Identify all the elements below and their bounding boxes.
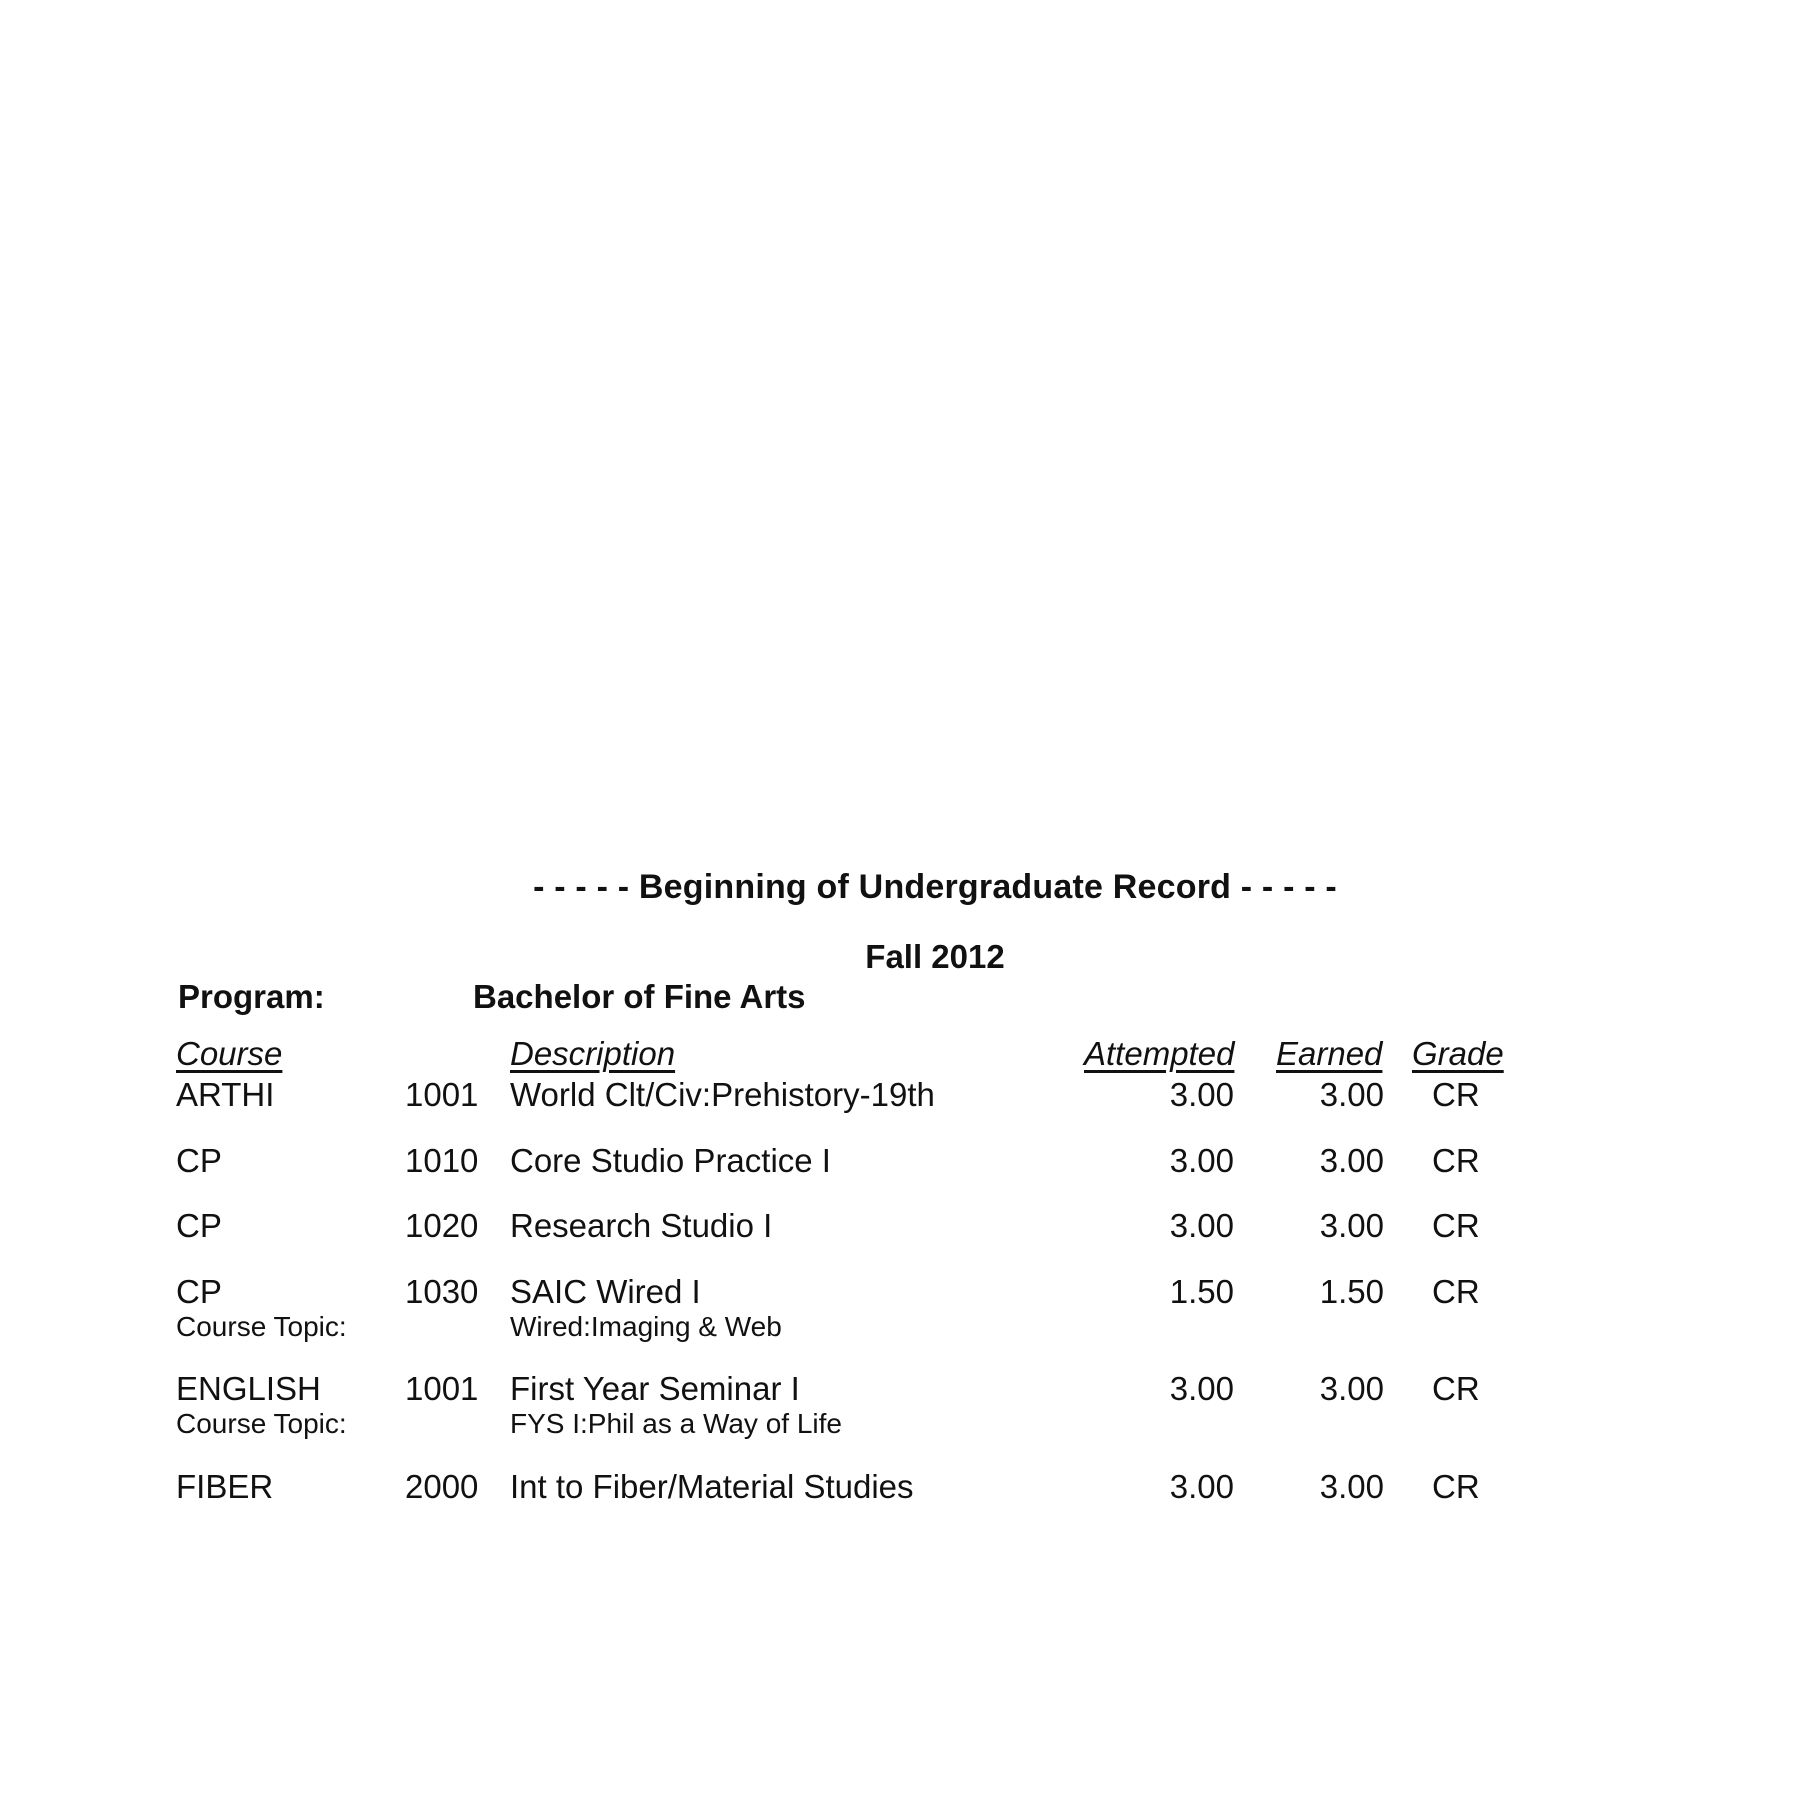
program-label: Program: [178,978,325,1015]
course-subject: FIBER [176,1468,274,1505]
course-grade: CR [1432,1076,1480,1113]
course-description: Research Studio I [510,1207,773,1244]
course-number: 1020 [405,1207,479,1244]
course-grade: CR [1432,1370,1480,1407]
course-grade: CR [1432,1273,1480,1310]
course-grade: CR [1432,1142,1480,1179]
header-course: Course [176,1035,283,1072]
course-number: 1030 [405,1273,479,1310]
course-subject: CP [176,1142,222,1179]
credits-earned: 3.00 [1319,1370,1384,1407]
credits-attempted: 1.50 [1169,1273,1234,1310]
credits-attempted: 3.00 [1169,1468,1234,1505]
record-banner: - - - - - Beginning of Undergraduate Record - - - - - [533,868,1337,906]
header-attempted: Attempted [1084,1035,1235,1072]
course-grade: CR [1432,1468,1480,1505]
program-value: Bachelor of Fine Arts [473,978,806,1015]
course-number: 1001 [405,1076,479,1113]
credits-earned: 3.00 [1319,1468,1384,1505]
credits-earned: 3.00 [1319,1207,1384,1244]
course-grade: CR [1432,1207,1480,1244]
table-row [0,1273,1800,1353]
course-topic: Wired:Imaging & Web [510,1311,782,1342]
table-row [0,1468,1800,1548]
credits-earned: 3.00 [1319,1076,1384,1113]
course-description: SAIC Wired I [510,1273,701,1310]
credits-earned: 3.00 [1319,1142,1384,1179]
course-description: First Year Seminar I [510,1370,800,1407]
course-description: Core Studio Practice I [510,1142,831,1179]
course-topic-label: Course Topic: [176,1408,347,1439]
course-topic: FYS I:Phil as a Way of Life [510,1408,842,1439]
table-row [0,1370,1800,1450]
course-topic-label: Course Topic: [176,1311,347,1342]
course-number: 1001 [405,1370,479,1407]
course-description: Int to Fiber/Material Studies [510,1468,914,1505]
credits-earned: 1.50 [1319,1273,1384,1310]
course-subject: ARTHI [176,1076,275,1113]
course-description: World Clt/Civ:Prehistory-19th [510,1076,935,1113]
header-earned: Earned [1276,1035,1383,1072]
course-number: 2000 [405,1468,479,1505]
header-description: Description [510,1035,676,1072]
course-subject: ENGLISH [176,1370,321,1407]
credits-attempted: 3.00 [1169,1370,1234,1407]
course-subject: CP [176,1207,222,1244]
course-subject: CP [176,1273,222,1310]
credits-attempted: 3.00 [1169,1076,1234,1113]
header-grade: Grade [1412,1035,1504,1072]
term-title: Fall 2012 [865,938,1005,975]
course-number: 1010 [405,1142,479,1179]
credits-attempted: 3.00 [1169,1207,1234,1244]
credits-attempted: 3.00 [1169,1142,1234,1179]
